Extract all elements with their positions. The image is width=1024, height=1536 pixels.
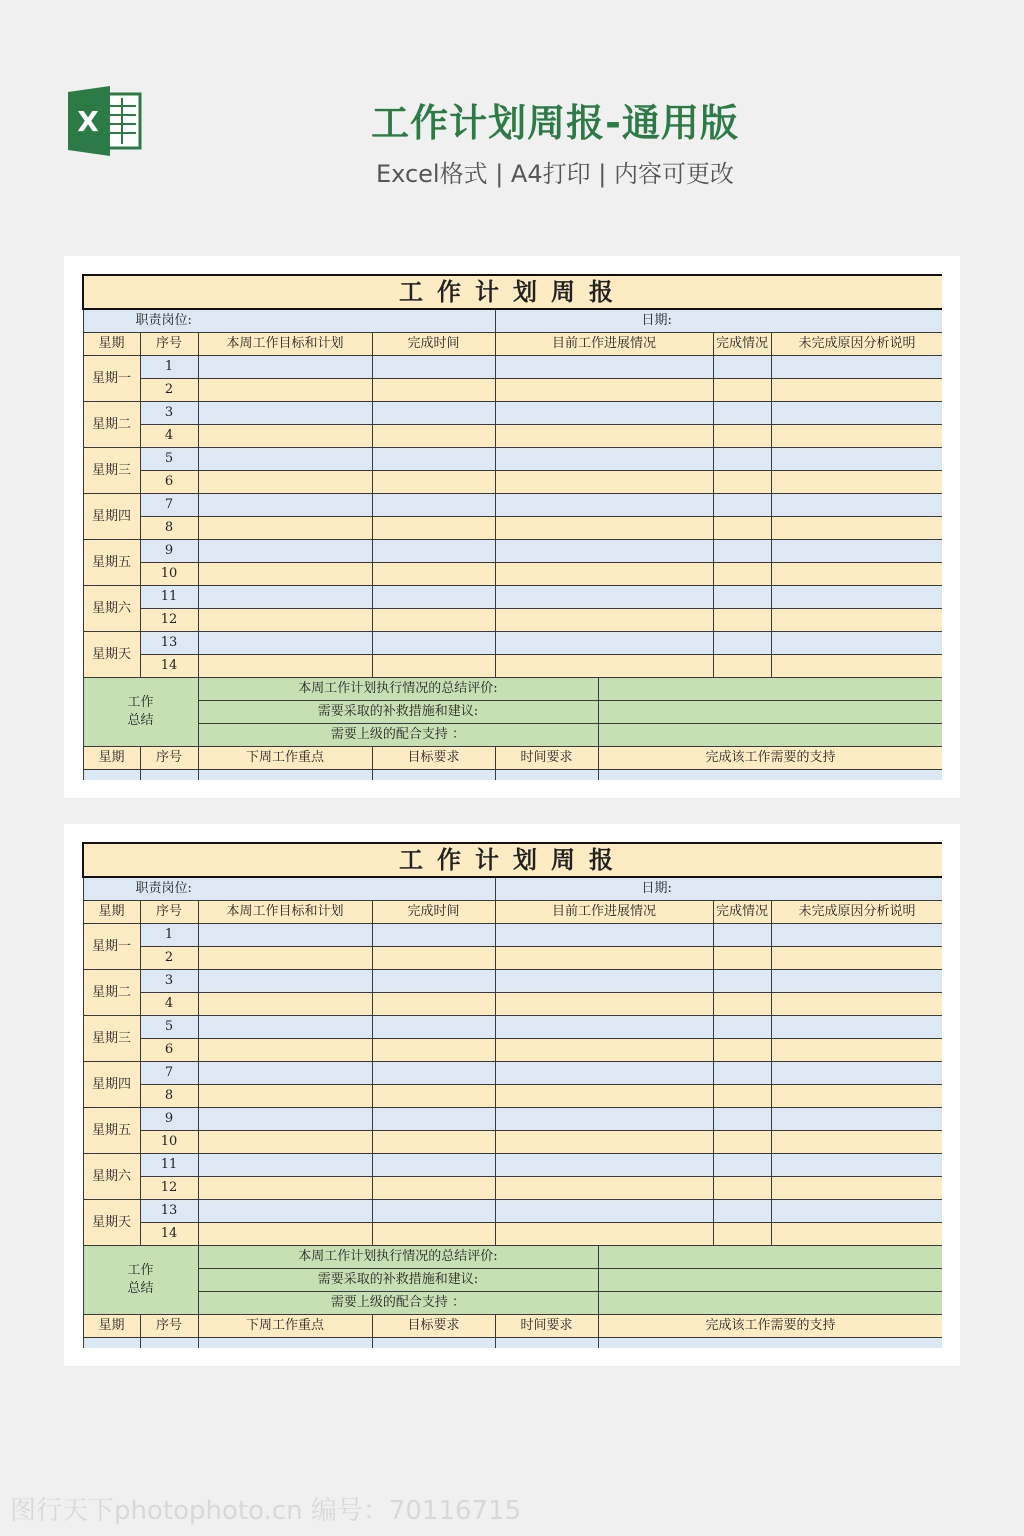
table-row: [83, 425, 942, 448]
next-week-cell[interactable]: [372, 770, 495, 781]
summary-answer[interactable]: [598, 1246, 942, 1269]
table-row: [83, 1177, 942, 1200]
summary-row: [83, 678, 942, 701]
progress-cell[interactable]: [495, 947, 713, 970]
table-row: [83, 655, 942, 678]
reason-cell[interactable]: [771, 924, 942, 947]
reason-cell[interactable]: [771, 655, 942, 678]
completion-cell[interactable]: [713, 947, 771, 970]
plan-cell[interactable]: [198, 563, 372, 586]
summary-question: 需要采取的补救措施和建议:: [198, 701, 598, 724]
report-sheet: [82, 274, 942, 780]
finish-time-cell[interactable]: [372, 970, 495, 993]
row-index-cell: 8: [140, 1085, 198, 1108]
row-index-cell: 11: [140, 586, 198, 609]
next-week-cell[interactable]: [140, 770, 198, 781]
finish-time-cell[interactable]: [372, 632, 495, 655]
summary-answer[interactable]: [598, 678, 942, 701]
next-week-cell[interactable]: [495, 1338, 598, 1349]
summary-question: 需要上级的配合支持 ：: [198, 1292, 598, 1315]
completion-cell[interactable]: [713, 970, 771, 993]
weekday-cell: 星期三: [83, 448, 140, 494]
watermark-text: 图行天下photophoto.cn 编号：70116715: [10, 1496, 522, 1526]
next-week-cell[interactable]: [598, 770, 942, 781]
reason-cell[interactable]: [771, 1085, 942, 1108]
finish-time-cell[interactable]: [372, 494, 495, 517]
summary-answer[interactable]: [598, 701, 942, 724]
next-col-focus: 下周工作重点: [198, 747, 372, 770]
reason-cell[interactable]: [771, 1154, 942, 1177]
completion-cell[interactable]: [713, 993, 771, 1016]
next-col-focus: 下周工作重点: [198, 1315, 372, 1338]
reason-cell[interactable]: [771, 1016, 942, 1039]
page-title: 工作计划周报-通用版: [371, 101, 739, 145]
finish-time-cell[interactable]: [372, 586, 495, 609]
completion-cell[interactable]: [713, 632, 771, 655]
progress-cell[interactable]: [495, 425, 713, 448]
reason-cell[interactable]: [771, 1223, 942, 1246]
next-week-cell[interactable]: [198, 1338, 372, 1349]
reason-cell[interactable]: [771, 993, 942, 1016]
progress-cell[interactable]: [495, 1177, 713, 1200]
progress-cell[interactable]: [495, 494, 713, 517]
next-col-target: 目标要求: [372, 747, 495, 770]
row-index-cell: 8: [140, 517, 198, 540]
plan-cell[interactable]: [198, 356, 372, 379]
finish-time-cell[interactable]: [372, 1200, 495, 1223]
completion-cell[interactable]: [713, 517, 771, 540]
plan-cell[interactable]: [198, 494, 372, 517]
completion-cell[interactable]: [713, 1131, 771, 1154]
row-index-cell: 11: [140, 1154, 198, 1177]
table-row: [83, 1154, 942, 1177]
reason-cell[interactable]: [771, 632, 942, 655]
next-week-row: [83, 770, 942, 781]
completion-cell[interactable]: [713, 448, 771, 471]
summary-row: [83, 701, 942, 724]
col-header-finish-time: 完成时间: [372, 333, 495, 356]
plan-cell[interactable]: [198, 448, 372, 471]
finish-time-cell[interactable]: [372, 471, 495, 494]
progress-cell[interactable]: [495, 632, 713, 655]
summary-row: [83, 1292, 942, 1315]
progress-cell[interactable]: [495, 924, 713, 947]
row-index-cell: 13: [140, 1200, 198, 1223]
table-row: [83, 356, 942, 379]
reason-cell[interactable]: [771, 425, 942, 448]
reason-cell[interactable]: [771, 356, 942, 379]
next-week-header-row: [83, 747, 942, 770]
row-index-cell: 3: [140, 402, 198, 425]
column-header-row: [83, 901, 942, 924]
row-index-cell: 2: [140, 947, 198, 970]
report-title: 工作计划周报: [83, 843, 942, 877]
summary-row: [83, 1269, 942, 1292]
next-col-support: 完成该工作需要的支持: [598, 1315, 942, 1338]
plan-cell[interactable]: [198, 540, 372, 563]
completion-cell[interactable]: [713, 1154, 771, 1177]
position-label: 职责岗位:: [83, 877, 495, 901]
plan-cell[interactable]: [198, 1131, 372, 1154]
weekday-cell: 星期六: [83, 1154, 140, 1200]
completion-cell[interactable]: [713, 609, 771, 632]
row-index-cell: 7: [140, 494, 198, 517]
date-label: 日期:: [495, 309, 942, 333]
plan-cell[interactable]: [198, 1108, 372, 1131]
plan-cell[interactable]: [198, 379, 372, 402]
report-title: 工作计划周报: [83, 275, 942, 309]
reason-cell[interactable]: [771, 947, 942, 970]
reason-cell[interactable]: [771, 1200, 942, 1223]
col-header-completion: 完成情况: [713, 901, 771, 924]
reason-cell[interactable]: [771, 540, 942, 563]
weekday-cell: 星期天: [83, 1200, 140, 1246]
row-index-cell: 4: [140, 993, 198, 1016]
completion-cell[interactable]: [713, 1039, 771, 1062]
column-header-row: [83, 333, 942, 356]
table-row: [83, 1108, 942, 1131]
completion-cell[interactable]: [713, 924, 771, 947]
finish-time-cell[interactable]: [372, 1039, 495, 1062]
progress-cell[interactable]: [495, 655, 713, 678]
col-header-plan: 本周工作目标和计划: [198, 333, 372, 356]
summary-label: 工作 总结: [83, 678, 198, 747]
table-row: [83, 1223, 942, 1246]
reason-cell[interactable]: [771, 494, 942, 517]
table-row: [83, 1039, 942, 1062]
col-header-progress: 目前工作进展情况: [495, 333, 713, 356]
table-row: [83, 609, 942, 632]
progress-cell[interactable]: [495, 402, 713, 425]
table-row: [83, 402, 942, 425]
completion-cell[interactable]: [713, 655, 771, 678]
table-row: [83, 1131, 942, 1154]
row-index-cell: 14: [140, 1223, 198, 1246]
weekday-cell: 星期五: [83, 540, 140, 586]
finish-time-cell[interactable]: [372, 448, 495, 471]
completion-cell[interactable]: [713, 563, 771, 586]
finish-time-cell[interactable]: [372, 517, 495, 540]
weekday-cell: 星期四: [83, 1062, 140, 1108]
table-row: [83, 517, 942, 540]
plan-cell[interactable]: [198, 1085, 372, 1108]
summary-question: 本周工作计划执行情况的总结评价:: [198, 678, 598, 701]
weekday-cell: 星期一: [83, 924, 140, 970]
finish-time-cell[interactable]: [372, 1062, 495, 1085]
col-header-reason: 未完成原因分析说明: [771, 333, 942, 356]
progress-cell[interactable]: [495, 356, 713, 379]
next-col-index: 序号: [140, 1315, 198, 1338]
reason-cell[interactable]: [771, 448, 942, 471]
svg-text:X: X: [77, 105, 99, 138]
completion-cell[interactable]: [713, 356, 771, 379]
progress-cell[interactable]: [495, 563, 713, 586]
reason-cell[interactable]: [771, 517, 942, 540]
progress-cell[interactable]: [495, 993, 713, 1016]
table-row: [83, 632, 942, 655]
col-header-finish-time: 完成时间: [372, 901, 495, 924]
table-row: [83, 379, 942, 402]
summary-answer[interactable]: [598, 1292, 942, 1315]
next-week-cell[interactable]: [140, 1338, 198, 1349]
next-col-weekday: 星期: [83, 1315, 140, 1338]
summary-question: 本周工作计划执行情况的总结评价:: [198, 1246, 598, 1269]
next-col-index: 序号: [140, 747, 198, 770]
completion-cell[interactable]: [713, 1200, 771, 1223]
reason-cell[interactable]: [771, 379, 942, 402]
weekly-report-table: [82, 274, 942, 780]
completion-cell[interactable]: [713, 1108, 771, 1131]
table-row: [83, 993, 942, 1016]
weekday-cell: 星期二: [83, 970, 140, 1016]
reason-cell[interactable]: [771, 1108, 942, 1131]
plan-cell[interactable]: [198, 1062, 372, 1085]
next-week-header-row: [83, 1315, 942, 1338]
next-col-time: 时间要求: [495, 1315, 598, 1338]
row-index-cell: 14: [140, 655, 198, 678]
plan-cell[interactable]: [198, 517, 372, 540]
completion-cell[interactable]: [713, 1177, 771, 1200]
page-subtitle: Excel格式 | A4打印 | 内容可更改: [376, 160, 734, 188]
progress-cell[interactable]: [495, 1108, 713, 1131]
row-index-cell: 7: [140, 1062, 198, 1085]
progress-cell[interactable]: [495, 1131, 713, 1154]
row-index-cell: 6: [140, 471, 198, 494]
table-row: [83, 448, 942, 471]
weekday-cell: 星期天: [83, 632, 140, 678]
finish-time-cell[interactable]: [372, 1016, 495, 1039]
col-header-plan: 本周工作目标和计划: [198, 901, 372, 924]
table-row: [83, 563, 942, 586]
row-index-cell: 3: [140, 970, 198, 993]
reason-cell[interactable]: [771, 586, 942, 609]
progress-cell[interactable]: [495, 1039, 713, 1062]
row-index-cell: 5: [140, 448, 198, 471]
finish-time-cell[interactable]: [372, 1154, 495, 1177]
summary-row: [83, 724, 942, 747]
plan-cell[interactable]: [198, 1200, 372, 1223]
finish-time-cell[interactable]: [372, 379, 495, 402]
reason-cell[interactable]: [771, 1177, 942, 1200]
weekday-cell: 星期四: [83, 494, 140, 540]
row-index-cell: 1: [140, 356, 198, 379]
finish-time-cell[interactable]: [372, 1177, 495, 1200]
row-index-cell: 10: [140, 563, 198, 586]
plan-cell[interactable]: [198, 1223, 372, 1246]
next-week-cell[interactable]: [372, 1338, 495, 1349]
row-index-cell: 13: [140, 632, 198, 655]
col-header-progress: 目前工作进展情况: [495, 901, 713, 924]
plan-cell[interactable]: [198, 1016, 372, 1039]
excel-icon: [66, 86, 142, 156]
row-index-cell: 1: [140, 924, 198, 947]
finish-time-cell[interactable]: [372, 402, 495, 425]
next-week-cell[interactable]: [83, 1338, 140, 1349]
table-row: [83, 471, 942, 494]
table-row: [83, 540, 942, 563]
completion-cell[interactable]: [713, 471, 771, 494]
reason-cell[interactable]: [771, 1039, 942, 1062]
col-header-index: 序号: [140, 901, 198, 924]
plan-cell[interactable]: [198, 425, 372, 448]
progress-cell[interactable]: [495, 1200, 713, 1223]
finish-time-cell[interactable]: [372, 425, 495, 448]
summary-row: [83, 1246, 942, 1269]
progress-cell[interactable]: [495, 540, 713, 563]
weekday-cell: 星期五: [83, 1108, 140, 1154]
reason-cell[interactable]: [771, 609, 942, 632]
plan-cell[interactable]: [198, 471, 372, 494]
table-row: [83, 924, 942, 947]
table-row: [83, 970, 942, 993]
summary-question: 需要采取的补救措施和建议:: [198, 1269, 598, 1292]
finish-time-cell[interactable]: [372, 993, 495, 1016]
plan-cell[interactable]: [198, 924, 372, 947]
col-header-weekday: 星期: [83, 901, 140, 924]
plan-cell[interactable]: [198, 655, 372, 678]
finish-time-cell[interactable]: [372, 1223, 495, 1246]
plan-cell[interactable]: [198, 586, 372, 609]
next-col-target: 目标要求: [372, 1315, 495, 1338]
reason-cell[interactable]: [771, 471, 942, 494]
completion-cell[interactable]: [713, 494, 771, 517]
finish-time-cell[interactable]: [372, 540, 495, 563]
progress-cell[interactable]: [495, 1085, 713, 1108]
row-index-cell: 9: [140, 1108, 198, 1131]
next-col-time: 时间要求: [495, 747, 598, 770]
progress-cell[interactable]: [495, 448, 713, 471]
weekday-cell: 星期三: [83, 1016, 140, 1062]
finish-time-cell[interactable]: [372, 356, 495, 379]
progress-cell[interactable]: [495, 1223, 713, 1246]
finish-time-cell[interactable]: [372, 1108, 495, 1131]
col-header-reason: 未完成原因分析说明: [771, 901, 942, 924]
report-sheet: [82, 842, 942, 1348]
completion-cell[interactable]: [713, 540, 771, 563]
reason-cell[interactable]: [771, 970, 942, 993]
weekly-report-table: [82, 842, 942, 1348]
summary-question: 需要上级的配合支持 ：: [198, 724, 598, 747]
col-header-weekday: 星期: [83, 333, 140, 356]
finish-time-cell[interactable]: [372, 655, 495, 678]
completion-cell[interactable]: [713, 586, 771, 609]
progress-cell[interactable]: [495, 609, 713, 632]
report-card-2: [64, 824, 960, 1366]
plan-cell[interactable]: [198, 402, 372, 425]
next-week-cell[interactable]: [83, 770, 140, 781]
next-week-row: [83, 1338, 942, 1349]
report-card-1: [64, 256, 960, 798]
next-week-cell[interactable]: [598, 1338, 942, 1349]
row-index-cell: 6: [140, 1039, 198, 1062]
table-row: [83, 947, 942, 970]
progress-cell[interactable]: [495, 517, 713, 540]
row-index-cell: 5: [140, 1016, 198, 1039]
completion-cell[interactable]: [713, 1085, 771, 1108]
progress-cell[interactable]: [495, 586, 713, 609]
plan-cell[interactable]: [198, 1177, 372, 1200]
weekday-cell: 星期一: [83, 356, 140, 402]
col-header-index: 序号: [140, 333, 198, 356]
table-row: [83, 586, 942, 609]
finish-time-cell[interactable]: [372, 1085, 495, 1108]
weekday-cell: 星期六: [83, 586, 140, 632]
finish-time-cell[interactable]: [372, 1131, 495, 1154]
plan-cell[interactable]: [198, 1154, 372, 1177]
finish-time-cell[interactable]: [372, 609, 495, 632]
date-label: 日期:: [495, 877, 942, 901]
completion-cell[interactable]: [713, 1223, 771, 1246]
summary-answer[interactable]: [598, 1269, 942, 1292]
col-header-completion: 完成情况: [713, 333, 771, 356]
summary-answer[interactable]: [598, 724, 942, 747]
plan-cell[interactable]: [198, 632, 372, 655]
reason-cell[interactable]: [771, 402, 942, 425]
plan-cell[interactable]: [198, 609, 372, 632]
reason-cell[interactable]: [771, 1062, 942, 1085]
summary-label: 工作 总结: [83, 1246, 198, 1315]
table-row: [83, 1200, 942, 1223]
reason-cell[interactable]: [771, 1131, 942, 1154]
plan-cell[interactable]: [198, 1039, 372, 1062]
progress-cell[interactable]: [495, 1016, 713, 1039]
next-col-support: 完成该工作需要的支持: [598, 747, 942, 770]
row-index-cell: 4: [140, 425, 198, 448]
progress-cell[interactable]: [495, 1154, 713, 1177]
progress-cell[interactable]: [495, 970, 713, 993]
position-label: 职责岗位:: [83, 309, 495, 333]
plan-cell[interactable]: [198, 993, 372, 1016]
weekday-cell: 星期二: [83, 402, 140, 448]
finish-time-cell[interactable]: [372, 563, 495, 586]
progress-cell[interactable]: [495, 471, 713, 494]
progress-cell[interactable]: [495, 379, 713, 402]
finish-time-cell[interactable]: [372, 947, 495, 970]
page-header: [0, 0, 1024, 240]
completion-cell[interactable]: [713, 425, 771, 448]
row-index-cell: 2: [140, 379, 198, 402]
row-index-cell: 10: [140, 1131, 198, 1154]
table-row: [83, 1016, 942, 1039]
table-row: [83, 1085, 942, 1108]
reason-cell[interactable]: [771, 563, 942, 586]
next-week-cell[interactable]: [198, 770, 372, 781]
table-row: [83, 1062, 942, 1085]
row-index-cell: 12: [140, 609, 198, 632]
completion-cell[interactable]: [713, 1016, 771, 1039]
progress-cell[interactable]: [495, 1062, 713, 1085]
row-index-cell: 9: [140, 540, 198, 563]
table-row: [83, 494, 942, 517]
plan-cell[interactable]: [198, 970, 372, 993]
completion-cell[interactable]: [713, 1062, 771, 1085]
finish-time-cell[interactable]: [372, 924, 495, 947]
next-col-weekday: 星期: [83, 747, 140, 770]
completion-cell[interactable]: [713, 402, 771, 425]
row-index-cell: 12: [140, 1177, 198, 1200]
next-week-cell[interactable]: [495, 770, 598, 781]
plan-cell[interactable]: [198, 947, 372, 970]
completion-cell[interactable]: [713, 379, 771, 402]
